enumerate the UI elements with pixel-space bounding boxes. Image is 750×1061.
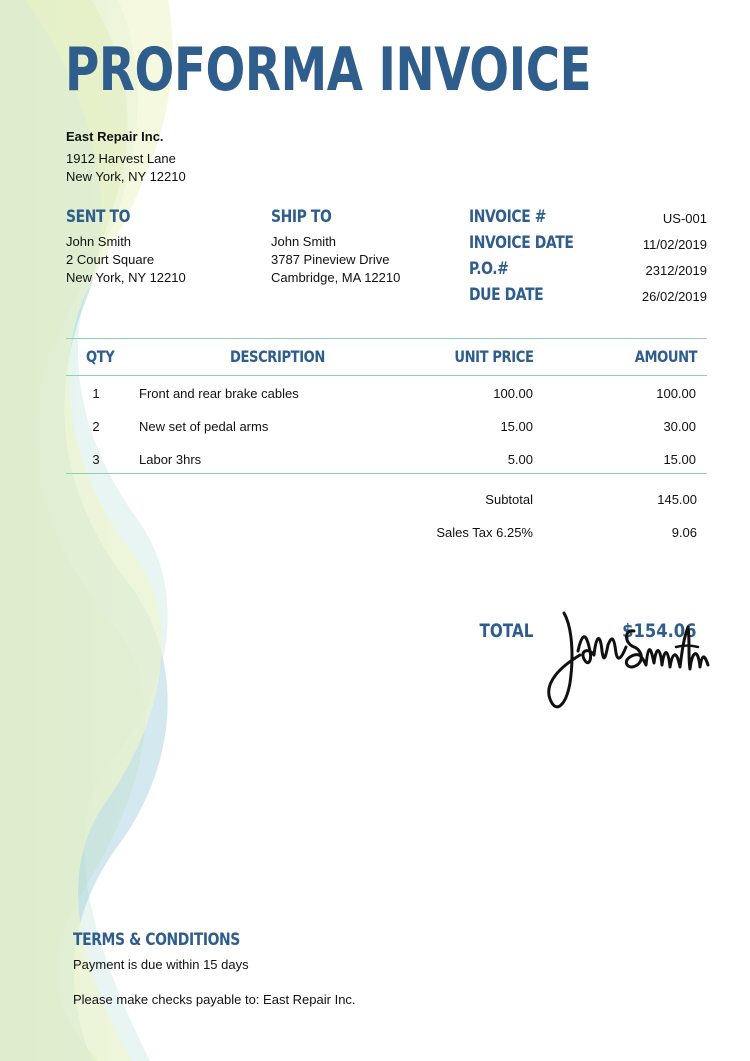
terms-line-1: Payment is due within 15 days bbox=[73, 957, 249, 972]
qty-header: QTY bbox=[86, 347, 115, 366]
qty-cell: 2 bbox=[92, 419, 100, 434]
po-value: 2312/2019 bbox=[645, 263, 707, 278]
tax-label: Sales Tax 6.25% bbox=[436, 525, 533, 540]
invoice-meta bbox=[469, 207, 707, 311]
company-name: East Repair Inc. bbox=[66, 129, 164, 144]
po-label: P.O.# bbox=[469, 259, 509, 279]
company-address bbox=[66, 128, 186, 186]
invoice-title: PROFORMA INVOICE bbox=[65, 35, 592, 105]
tax-row bbox=[420, 524, 697, 557]
table-row bbox=[66, 384, 707, 404]
unit-price-cell: 100.00 bbox=[493, 386, 533, 401]
invoice-number-row bbox=[469, 207, 707, 233]
invoice-number-label: INVOICE # bbox=[469, 207, 547, 227]
invoice-date-row bbox=[469, 233, 707, 259]
amount-cell: 100.00 bbox=[656, 386, 696, 401]
sent-to-address-line-1: 2 Court Square bbox=[66, 252, 155, 267]
table-body bbox=[66, 376, 707, 474]
terms-section bbox=[73, 930, 356, 1009]
ship-to-lines bbox=[271, 233, 400, 287]
due-date-label: DUE DATE bbox=[469, 285, 544, 305]
description-cell: Labor 3hrs bbox=[139, 452, 202, 467]
signature-stroke-cross bbox=[676, 646, 698, 648]
terms-heading: TERMS & CONDITIONS bbox=[73, 930, 240, 950]
description-cell: Front and rear brake cables bbox=[139, 386, 299, 401]
ship-to-name: John Smith bbox=[271, 234, 337, 249]
table-row bbox=[66, 450, 707, 470]
sent-to-block bbox=[66, 207, 186, 287]
invoice-date-label: INVOICE DATE bbox=[469, 233, 574, 253]
total-label: TOTAL bbox=[479, 620, 533, 642]
amount-cell: 15.00 bbox=[663, 452, 696, 467]
company-address-line-2: New York, NY 12210 bbox=[66, 169, 186, 184]
qty-cell: 3 bbox=[92, 452, 100, 467]
ship-to-block bbox=[271, 207, 400, 287]
terms-line-2: Please make checks payable to: East Repair Inc. bbox=[73, 992, 356, 1007]
signature-stroke-smith bbox=[626, 627, 708, 669]
signature-stroke-ohn bbox=[578, 637, 626, 663]
ship-to-address-line-1: 3787 Pineview Drive bbox=[271, 252, 390, 267]
amount-header: AMOUNT bbox=[634, 347, 697, 366]
unit-price-header: UNIT PRICE bbox=[453, 347, 533, 366]
amount-cell: 30.00 bbox=[663, 419, 696, 434]
tax-value: 9.06 bbox=[671, 525, 697, 540]
line-items-table bbox=[66, 338, 707, 474]
unit-price-cell: 5.00 bbox=[507, 452, 533, 467]
sent-to-heading: SENT TO bbox=[66, 207, 131, 227]
invoice-number-value: US-001 bbox=[662, 211, 707, 226]
sent-to-lines bbox=[66, 233, 186, 287]
totals-section bbox=[420, 491, 697, 642]
sent-to-address-line-2: New York, NY 12210 bbox=[66, 270, 186, 285]
subtotal-label: Subtotal bbox=[485, 492, 533, 507]
total-value: $154.06 bbox=[622, 620, 697, 642]
ship-to-address-line-2: Cambridge, MA 12210 bbox=[271, 270, 401, 285]
due-date-row bbox=[469, 285, 707, 311]
description-header: DESCRIPTION bbox=[230, 347, 325, 366]
unit-price-cell: 15.00 bbox=[500, 419, 533, 434]
sent-to-name: John Smith bbox=[66, 234, 132, 249]
due-date-value: 26/02/2019 bbox=[641, 289, 707, 304]
ship-to-heading: SHIP TO bbox=[271, 207, 332, 227]
subtotal-row bbox=[420, 491, 697, 524]
qty-cell: 1 bbox=[92, 386, 100, 401]
table-header bbox=[66, 338, 707, 376]
table-row bbox=[66, 417, 707, 437]
po-row bbox=[469, 259, 707, 285]
signature-image bbox=[544, 607, 710, 719]
signature-stroke-j bbox=[549, 613, 580, 707]
invoice-date-value: 11/02/2019 bbox=[642, 237, 707, 252]
company-address-line-1: 1912 Harvest Lane bbox=[66, 151, 176, 166]
subtotal-value: 145.00 bbox=[657, 492, 697, 507]
description-cell: New set of pedal arms bbox=[139, 419, 269, 434]
